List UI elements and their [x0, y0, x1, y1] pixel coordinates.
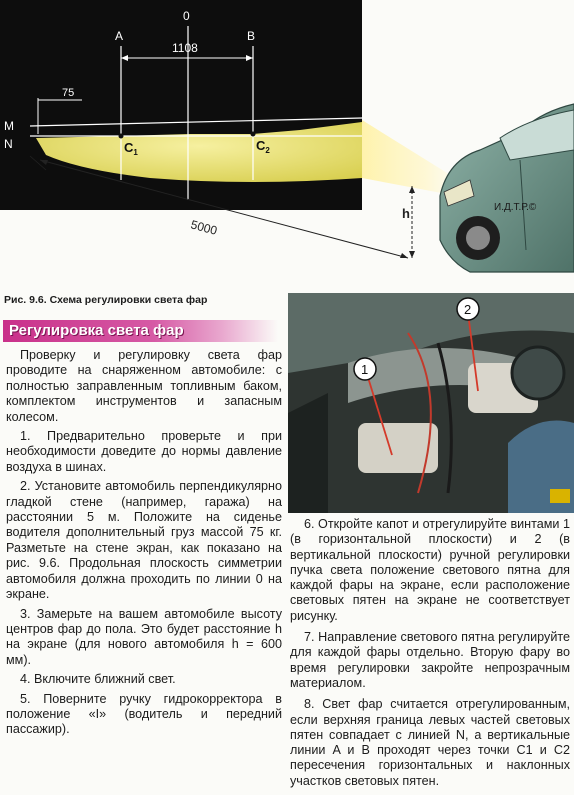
label-0: 0 — [183, 9, 190, 23]
label-a: A — [115, 29, 124, 43]
paragraph: 4. Включите ближний свет. — [20, 672, 176, 687]
label-h: h — [402, 206, 410, 221]
label-c1: $C_1$ — [124, 140, 138, 157]
paragraph: 2. Установите автомобиль перпендикулярно гладкой стене (например, гаража) на расстоянии 5 м. Положите на сиденье водителя дополнительный груз массой 75 кг. Разметьте на стене экран, как показано на рис. 9.6. Продольная плоскость симметрии автомобиля должна проходить по линии 0 на экране. — [6, 479, 282, 602]
label-m: M — [4, 119, 14, 133]
paragraph: 7. Направление светового пятна регулируйте для каждой фары отдельно. Вторую фару во время регулировки закройте непрозрачным материалом. — [290, 630, 570, 690]
label-n: N — [4, 137, 13, 151]
point-c2 — [251, 132, 256, 137]
callout-1-label: 1 — [361, 362, 369, 377]
paragraph: 6. Откройте капот и отрегулируйте винтами 1 (в горизонтальной плоскости) и 2 (в вертикальной плоскости) ручной регулировки пучка света положение светового пятна для каждой фары на экране, если расположение световых пятен на экране не соответствует рисунку. — [290, 517, 570, 623]
engine-bay-photo — [288, 293, 574, 513]
paragraph: Проверку и регулировку света фар проводите на снаряженном автомобиле: с полностью заправленным топливным баком, комплектом инструментов и запасным колесом. — [6, 348, 282, 424]
callout-2-label: 2 — [464, 302, 472, 317]
paragraph: 8. Свет фар считается отрегулированным, если верхняя граница левых частей световых пятен совпадает с линией N, а вертикальные линии A и B проходят через точки C1 и C2 пересечения горизонтальных и наклонных участков световых пятен. — [290, 697, 570, 788]
right-column — [290, 517, 570, 795]
paragraph: 5. Поверните ручку гидрокорректора в положение «I» (водитель и передний пассажир). — [6, 691, 282, 737]
paragraph: 3. Замерьте на вашем автомобиле высоту центров фар до пола. Это будет расстояние h на экране (для нового автомобиля h = 600 мм). — [6, 606, 282, 667]
point-c1 — [119, 134, 124, 139]
left-column — [6, 348, 282, 742]
section-heading — [3, 320, 278, 342]
paragraph: 1. Предварительно проверьте и при необходимости доведите до нормы давление воздуха в шинах. — [6, 429, 282, 474]
headlight-aiming-diagram — [0, 0, 574, 292]
label-c2: $C_2$ — [256, 138, 270, 155]
watermark: И.Д.Т.Р.© — [494, 202, 537, 213]
car-illustration — [440, 104, 574, 272]
label-75: 75 — [62, 87, 75, 99]
label-1108: 1108 — [172, 41, 198, 55]
figure-caption: Рис. 9.6. Схема регулировки света фар — [4, 294, 208, 306]
section-title: Регулировка света фар — [9, 322, 184, 339]
label-b: B — [247, 29, 256, 43]
label-5000: 5000 — [189, 217, 219, 238]
